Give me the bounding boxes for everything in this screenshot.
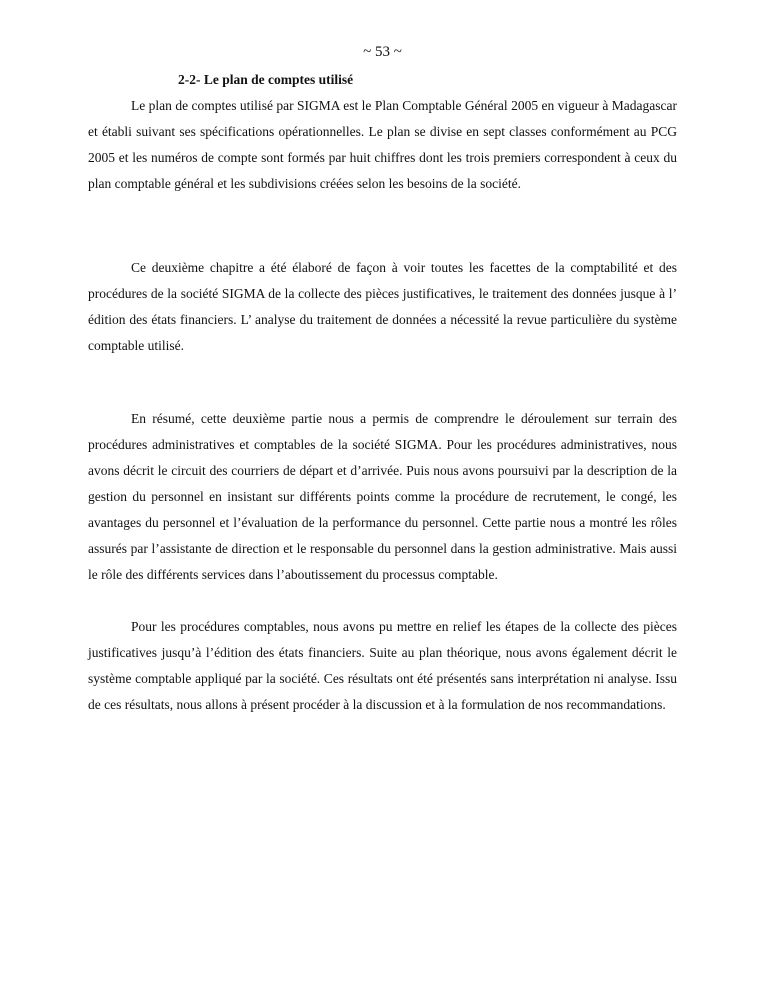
page-number: ~ 53 ~ [363,44,402,60]
chart-of-accounts-paragraph: Le plan de comptes utilisé par SIGMA est le Plan Comptable Général 2005 en vigueur à Madagascar et établi suivant ses spécifications opérationnelles. Le plan se divise en sept classes conformément au PCG 2005 et les numéros de compte sont formés par huit chiffres dont les trois premiers correspondent à ceux du plan comptable général et les subdivisions créées selon les besoins de la société. [88,98,677,191]
section-heading: 2-2- Le plan de comptes utilisé [178,72,354,87]
summary-paragraph-accounting: Pour les procédures comptables, nous avons pu mettre en relief les étapes de la collecte des pièces justificatives jusqu’à l’édition des états financiers. Suite au plan théorique, nous avons également décrit le système comptable appliqué par la société. Ces résultats ont été présentés sans interprétation ni analyse. Issu de ces résultats, nous allons à présent procéder à la discussion et à la formulation de nos recommandations. [88,619,677,712]
chapter-conclusion-paragraph: Ce deuxième chapitre a été élaboré de façon à voir toutes les facettes de la comptabilité et des procédures de la société SIGMA de la collecte des pièces justificatives, le traitement des données jusque à l’ édition des états financiers. L’ analyse du traitement de données a nécessité la revue particulière du système comptable utilisé. [88,260,677,353]
summary-paragraph-administrative: En résumé, cette deuxième partie nous a permis de comprendre le déroulement sur terrain des procédures administratives et comptables de la société SIGMA. Pour les procédures administratives, nous avons décrit le circuit des courriers de départ et d’arrivée. Puis nous avons poursuivi par la description de la gestion du personnel en insistant sur différents points comme la procédure de recrutement, le congé, les avantages du personnel et l’évaluation de la performance du personnel. Cette partie nous a montré les rôles assurés par l’assistante de direction et le responsable du personnel dans la gestion administrative. Mais aussi le rôle des différents services dans l’aboutissement du processus comptable. [88,411,677,582]
